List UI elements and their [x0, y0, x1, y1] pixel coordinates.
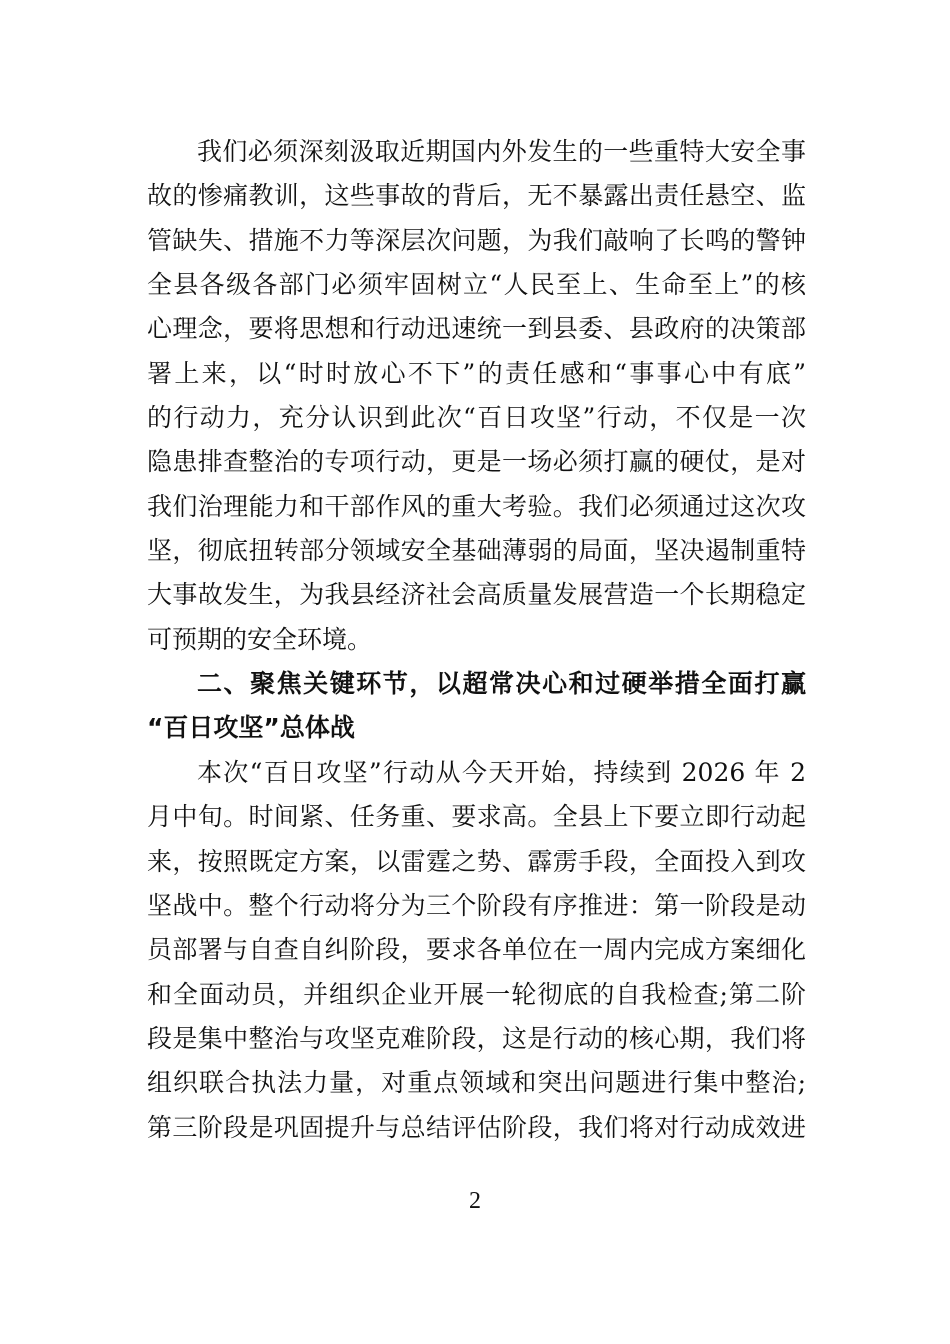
paragraph-line: 的行动力，充分认识到此次“百日攻坚”行动，不仅是一次 [147, 403, 806, 433]
document-body [147, 130, 806, 1150]
paragraph-line: 署上来，以“时时放心不下”的责任感和“事事心中有底” [147, 358, 806, 388]
paragraph-line: 第三阶段是巩固提升与总结评估阶段，我们将对行动成效进 [147, 1112, 806, 1142]
paragraph-line: 本次“百日攻坚”行动从今天开始，持续到 2026 年 2 [197, 757, 806, 787]
section-heading-line: “百日攻坚”总体战 [147, 713, 355, 743]
paragraph-line: 我们必须深刻汲取近期国内外发生的一些重特大安全事 [197, 137, 806, 166]
paragraph-line: 员部署与自查自纠阶段，要求各单位在一周内完成方案细化 [147, 935, 806, 965]
paragraph-line: 可预期的安全环境。 [147, 624, 373, 654]
paragraph-line: 隐患排查整治的专项行动，更是一场必须打赢的硬仗，是对 [147, 447, 806, 477]
paragraph-line: 和全面动员，并组织企业开展一轮彻底的自我检查;第二阶 [147, 979, 806, 1009]
paragraph-line: 故的惨痛教训，这些事故的背后，无不暴露出责任悬空、监 [147, 181, 806, 211]
paragraph-line: 来，按照既定方案，以雷霆之势、霹雳手段，全面投入到攻 [147, 846, 806, 876]
paragraph-line: 心理念，要将思想和行动迅速统一到县委、县政府的决策部 [147, 314, 806, 344]
paragraph-line: 坚战中。整个行动将分为三个阶段有序推进：第一阶段是动 [147, 890, 806, 920]
page-number: 2 [469, 1188, 481, 1214]
paragraph-line: 月中旬。时间紧、任务重、要求高。全县上下要立即行动起 [147, 802, 806, 832]
paragraph-line: 组织联合执法力量，对重点领域和突出问题进行集中整治; [147, 1068, 806, 1098]
paragraph-line: 管缺失、措施不力等深层次问题，为我们敲响了长鸣的警钟 [147, 225, 806, 255]
paragraph-line: 大事故发生，为我县经济社会高质量发展营造一个长期稳定 [147, 580, 806, 610]
paragraph-line: 段是集中整治与攻坚克难阶段，这是行动的核心期，我们将 [147, 1023, 806, 1053]
paragraph-line: 全县各级各部门必须牢固树立“人民至上、生命至上”的核 [147, 270, 806, 300]
paragraph-line: 我们治理能力和干部作风的重大考验。我们必须通过这次攻 [147, 491, 806, 521]
section-heading-line: 二、聚焦关键环节，以超常决心和过硬举措全面打赢 [197, 669, 806, 699]
paragraph-line: 坚，彻底扭转部分领域安全基础薄弱的局面，坚决遏制重特 [147, 536, 806, 566]
